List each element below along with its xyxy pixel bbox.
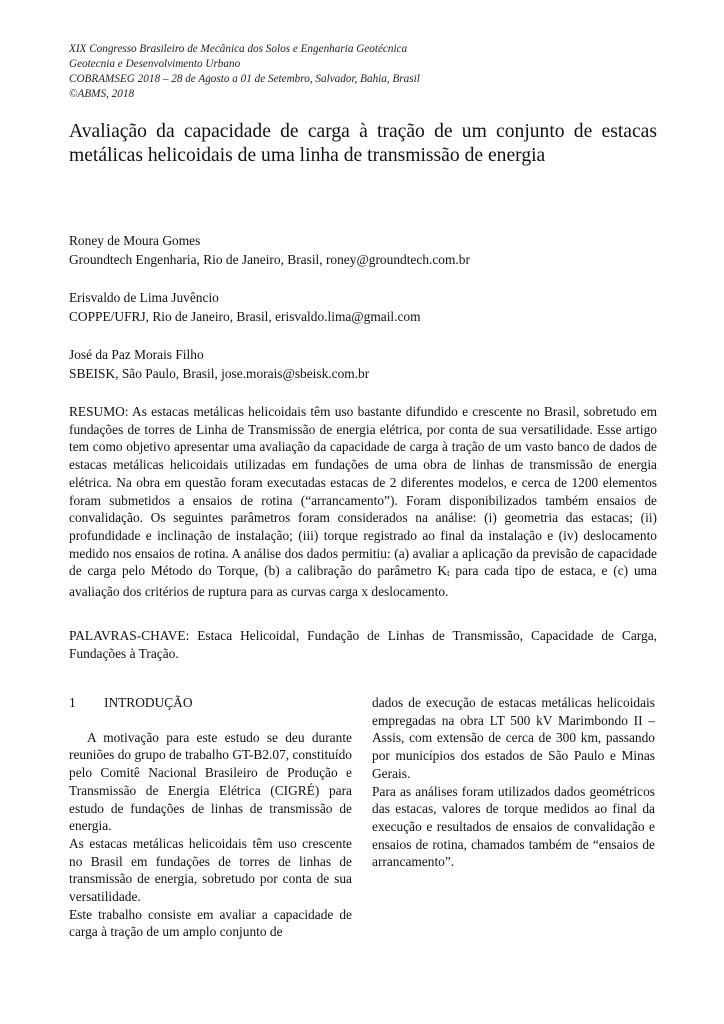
- author-affiliation: Groundtech Engenharia, Rio de Janeiro, Brasil, roney@groundtech.com.br: [69, 252, 470, 267]
- abstract-text-end: para cada tipo de estaca, e (c) uma avaliação dos critérios de ruptura para as curvas carga x deslocamento.: [69, 563, 658, 600]
- author-block: [69, 345, 669, 383]
- right-column: [372, 694, 655, 871]
- paragraph: A motivação para este estudo se deu durante reuniões do grupo de trabalho GT-B2.07, constituído pelo Comitê Nacional Brasileiro de Produção e Transmissão de Energia Elétrica (CIGRÉ) para estudo de fundações de linhas de transmissão de energia.: [69, 729, 352, 834]
- author-block: [69, 231, 669, 269]
- author-affiliation: SBEISK, São Paulo, Brasil, jose.morais@sbeisk.com.br: [69, 366, 370, 381]
- paragraph: dados de execução de estacas metálicas helicoidais empregadas na obra LT 500 kV Marimbondo II – Assis, com extensão de cerca de 300 km, passando por municípios dos estados de São Paulo e Minas Gerais.: [372, 695, 655, 781]
- abstract: [69, 403, 657, 601]
- left-column: [69, 694, 352, 941]
- section-title: INTRODUÇÃO: [104, 695, 193, 710]
- paragraph: As estacas metálicas helicoidais têm uso crescente no Brasil em fundações de torres de linhas de transmissão de energia, sobretudo por conta de sua versatilidade.: [69, 835, 352, 905]
- header-line-copyright: ©ABMS, 2018: [69, 88, 135, 100]
- keywords: PALAVRAS-CHAVE: Estaca Helicoidal, Fundação de Linhas de Transmissão, Capacidade de Carga, Fundações à Tração.: [69, 628, 657, 661]
- author-name: Erisvaldo de Lima Juvêncio: [69, 290, 219, 305]
- conference-header: [69, 42, 669, 102]
- header-line-theme: Geotecnia e Desenvolvimento Urbano: [69, 58, 241, 70]
- header-line-event: COBRAMSEG 2018 – 28 de Agosto a 01 de Setembro, Salvador, Bahia, Brasil: [69, 73, 420, 85]
- section-heading: [69, 694, 352, 712]
- author-list: [69, 231, 669, 402]
- paragraph: Este trabalho consiste em avaliar a capacidade de carga à tração de um amplo conjunto de: [69, 906, 352, 940]
- abstract-subscript: t: [447, 568, 450, 579]
- section-number: 1: [69, 695, 76, 710]
- author-affiliation: COPPE/UFRJ, Rio de Janeiro, Brasil, erisvaldo.lima@gmail.com: [69, 309, 421, 324]
- author-name: Roney de Moura Gomes: [69, 233, 201, 248]
- author-block: [69, 288, 669, 326]
- paragraph: Para as análises foram utilizados dados geométricos das estacas, valores de torque medidos ao final da execução e resultados de ensaios de convalidação e ensaios de rotina, chamados também de “ensaios de arrancamento”.: [372, 783, 655, 870]
- header-line-congress: XIX Congresso Brasileiro de Mecânica dos Solos e Engenharia Geotécnica: [69, 43, 408, 55]
- paper-title: Avaliação da capacidade de carga à tração de um conjunto de estacas metálicas helicoidais de uma linha de transmissão de energia: [69, 121, 657, 166]
- abstract-text: RESUMO: As estacas metálicas helicoidais têm uso bastante difundido e crescente no Brasil, sobretudo em fundações de torres de Linha de Transmissão de energia elétrica, por conta de sua versatilidade. Esse artigo tem como objetivo apresentar uma avaliação da capacidade de carga à tração de um vasto banco de dados de estacas metálicas helicoidais utilizadas em fundações de uma obra de linhas de transmissão de energia elétrica. Na obra em questão foram executadas estacas de 2 diferentes modelos, e cerca de 1200 elementos foram submetidos a ensaios de rotina (“arrancamento”). Foram disponibilizados também ensaios de convalidação. Os seguintes parâmetros foram considerados na análise: (i) geometria das estacas; (ii) profundidade e inclinação de instalação; (iii) torque registrado ao final da instalação e (iv) deslocamento medido nos ensaios de rotina. A análise dos dados permitiu: (a) avaliar a aplicação da previsão de capacidade de carga pelo Método do Torque, (b) a calibração do parâmetro K: [69, 404, 657, 579]
- author-name: José da Paz Morais Filho: [69, 347, 204, 362]
